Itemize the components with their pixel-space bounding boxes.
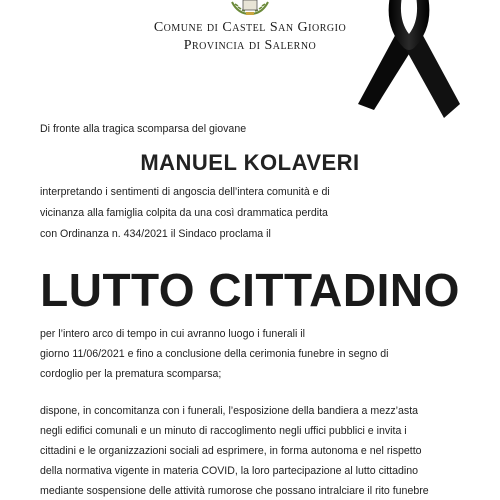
black-mourning-ribbon-icon bbox=[358, 0, 460, 122]
paragraph1-line: vicinanza alla famiglia colpita da una così drammatica perdita bbox=[40, 207, 328, 219]
paragraph1-line: con Ordinanza n. 434/2021 il Sindaco proclama il bbox=[40, 228, 271, 240]
deceased-name: MANUEL KOLAVERI bbox=[140, 150, 360, 175]
paragraph2-line: giorno 11/06/2021 e fino a conclusione della cerimonia funebre in segno di bbox=[40, 348, 389, 360]
paragraph3-line: mediante sospensione delle attività rumorose che possano intralciare il rito funebre bbox=[40, 485, 429, 497]
paragraph1-line: interpretando i sentimenti di angoscia dell’intera comunità e di bbox=[40, 186, 330, 198]
paragraph3-line: dispone, in concomitanza con i funerali, l’esposizione della bandiera a mezz’asta bbox=[40, 405, 419, 417]
comune-title: Comune di Castel San Giorgio bbox=[153, 20, 347, 35]
intro-text: Di fronte alla tragica scomparsa del giovane bbox=[40, 123, 247, 135]
municipal-emblem-icon bbox=[228, 0, 272, 16]
paragraph3-line: cittadini e le organizzazioni sociali ad esprimere, in forma autonoma e nel rispetto bbox=[40, 445, 422, 457]
paragraph3-line: della normativa vigente in materia COVID, la loro partecipazione al lutto cittadino bbox=[40, 465, 419, 477]
paragraph2-line: per l’intero arco di tempo in cui avranno luogo i funerali il bbox=[40, 328, 305, 340]
paragraph3-line: negli edifici comunali e un minuto di raccoglimento negli uffici pubblici e invita i bbox=[40, 425, 407, 437]
paragraph2-line: cordoglio per la prematura scomparsa; bbox=[40, 368, 222, 380]
lutto-cittadino-headline: LUTTO CITTADINO bbox=[40, 264, 460, 316]
provincia-title: Provincia di Salerno bbox=[183, 38, 317, 53]
